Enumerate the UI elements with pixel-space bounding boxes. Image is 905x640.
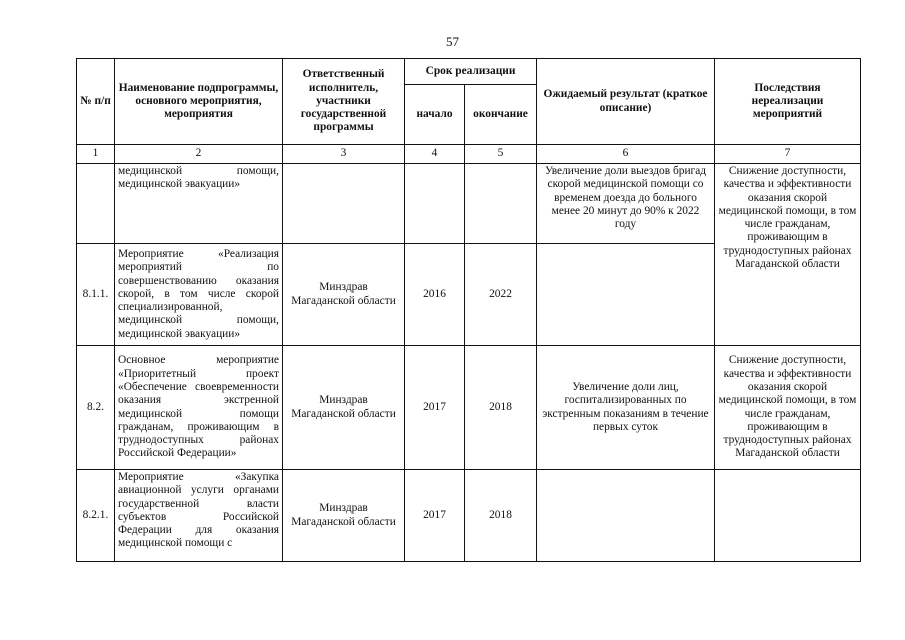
column-number: 7 (715, 145, 861, 164)
row-consequences (715, 470, 861, 562)
row-num: 8.2. (77, 346, 115, 470)
row-start (405, 164, 465, 244)
header-name: Наименование подпрограммы, основного мероприятия, мероприятия (115, 59, 283, 145)
row-end (465, 164, 537, 244)
row-end: 2018 (465, 346, 537, 470)
row-consequences: Снижение доступности, качества и эффективности оказания скорой медицинской помощи, в том числе гражданам, проживающим в труднодоступных районах Магаданской области (715, 164, 861, 346)
row-result: Увеличение доли лиц, госпитализированных по экстренным показаниям в течение первых суток (537, 346, 715, 470)
header-executor: Ответственный исполнитель, участники государственной программы (283, 59, 405, 145)
column-number: 2 (115, 145, 283, 164)
row-name: медицинской помощи, медицинской эвакуации» (115, 164, 283, 244)
row-result (537, 244, 715, 346)
table-row (77, 346, 861, 470)
row-result: Увеличение доли выездов бригад скорой медицинской помощи со временем доезда до больного менее 20 минут до 90% к 2022 году (537, 164, 715, 244)
row-end: 2022 (465, 244, 537, 346)
row-name: Мероприятие «Реализация мероприятий по совершенствованию оказания скорой, в том числе скорой специализированной, медицинской помощи, медицинской эвакуации» (115, 244, 283, 346)
row-num: 8.1.1. (77, 244, 115, 346)
column-number: 5 (465, 145, 537, 164)
row-result (537, 470, 715, 562)
table-row (77, 164, 861, 244)
row-executor: Минздрав Магаданской области (283, 470, 405, 562)
column-number: 1 (77, 145, 115, 164)
row-executor: Минздрав Магаданской области (283, 244, 405, 346)
header-consequences: Последствия нереализации мероприятий (715, 59, 861, 145)
header-start: начало (405, 85, 465, 145)
row-consequences: Снижение доступности, качества и эффективности оказания скорой медицинской помощи, в том числе гражданам, проживающим в труднодоступных районах Магаданской области (715, 346, 861, 470)
column-number: 6 (537, 145, 715, 164)
row-start: 2017 (405, 346, 465, 470)
row-name: Мероприятие «Закупка авиационной услуги органами государственной власти субъектов Российской Федерации для оказания медицинской помощи с (115, 470, 283, 562)
row-start: 2017 (405, 470, 465, 562)
program-table (76, 58, 861, 562)
column-number: 3 (283, 145, 405, 164)
header-end: окончание (465, 85, 537, 145)
header-num: № п/п (77, 59, 115, 145)
column-number: 4 (405, 145, 465, 164)
page-number: 57 (446, 34, 459, 49)
row-num: 8.2.1. (77, 470, 115, 562)
row-executor (283, 164, 405, 244)
row-executor: Минздрав Магаданской области (283, 346, 405, 470)
row-start: 2016 (405, 244, 465, 346)
row-end: 2018 (465, 470, 537, 562)
table-row (77, 470, 861, 562)
header-result: Ожидаемый результат (краткое описание) (537, 59, 715, 145)
row-num (77, 164, 115, 244)
row-name: Основное мероприятие «Приоритетный проект «Обеспечение своевременности оказания экстренной медицинской помощи гражданам, проживающим в труднодоступных районах Российской Федерации» (115, 346, 283, 470)
column-number-row (77, 145, 861, 164)
header-period: Срок реализации (405, 59, 537, 85)
